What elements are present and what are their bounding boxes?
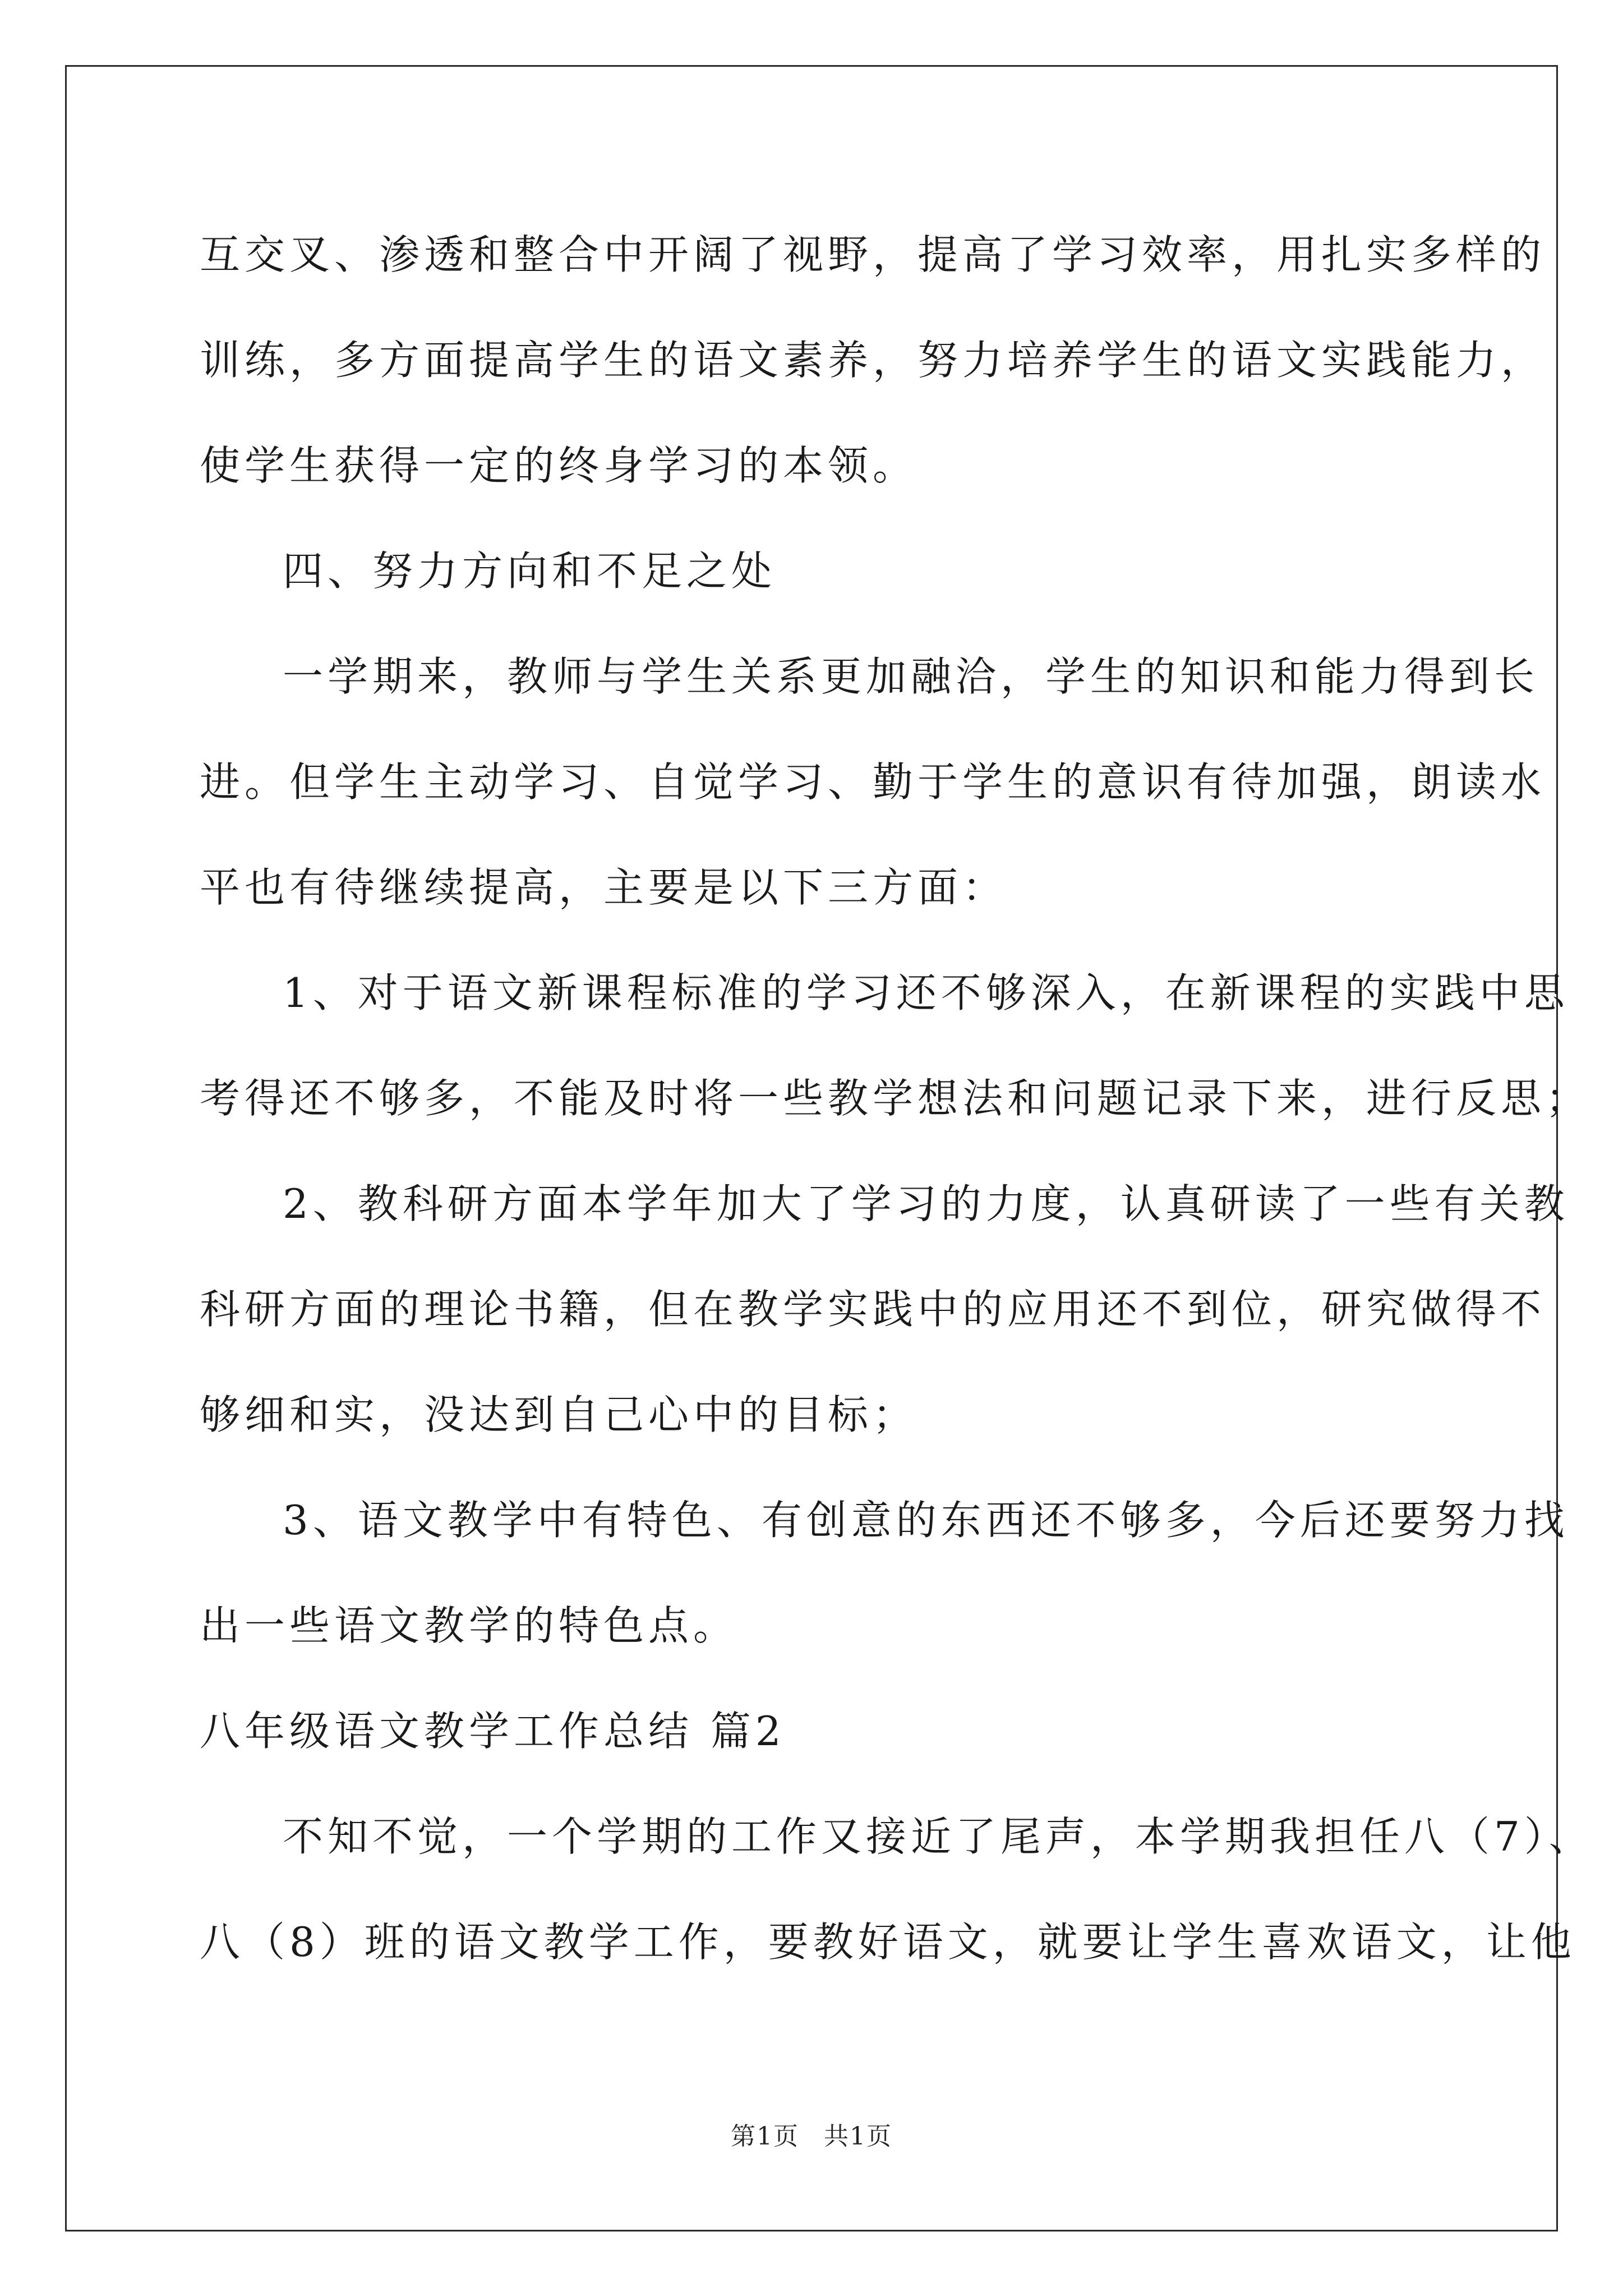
section-title: 八年级语文教学工作总结 篇2 — [200, 1708, 786, 1755]
page-number: 第1页 — [731, 2122, 799, 2151]
text-line: 够细和实，没达到自己心中的目标； — [200, 1391, 918, 1438]
subheading: 四、努力方向和不足之处 — [283, 547, 777, 595]
document-body — [200, 202, 1594, 1995]
text-line: 八（8）班的语文教学工作，要教好语文，就要让学生喜欢语文，让他 — [200, 1918, 1576, 1966]
page-footer — [0, 2116, 1623, 2152]
text-line: 平也有待继续提高，主要是以下三方面： — [200, 864, 1008, 911]
text-line: 2、教科研方面本学年加大了学习的力度，认真研读了一些有关教 — [283, 1180, 1569, 1227]
text-line: 1、对于语文新课程标准的学习还不够深入，在新课程的实践中思 — [283, 969, 1569, 1016]
text-line: 训练，多方面提高学生的语文素养，努力培养学生的语文实践能力， — [200, 337, 1546, 384]
page-total: 共1页 — [824, 2122, 892, 2151]
text-line: 互交叉、渗透和整合中开阔了视野，提高了学习效率，用扎实多样的 — [200, 231, 1546, 278]
text-line: 科研方面的理论书籍，但在教学实践中的应用还不到位，研究做得不 — [200, 1286, 1546, 1333]
text-line: 进。但学生主动学习、自觉学习、勤于学生的意识有待加强，朗读水 — [200, 758, 1546, 806]
text-line: 考得还不够多，不能及时将一些教学想法和问题记录下来，进行反思； — [200, 1075, 1591, 1122]
text-line: 出一些语文教学的特色点。 — [200, 1602, 739, 1649]
text-line: 使学生获得一定的终身学习的本领。 — [200, 442, 918, 489]
text-line: 不知不觉，一个学期的工作又接近了尾声，本学期我担任八（7）、 — [283, 1813, 1594, 1860]
text-line: 3、语文教学中有特色、有创意的东西还不够多，今后还要努力找 — [283, 1497, 1569, 1544]
text-line: 一学期来，教师与学生关系更加融洽，学生的知识和能力得到长 — [283, 653, 1539, 700]
